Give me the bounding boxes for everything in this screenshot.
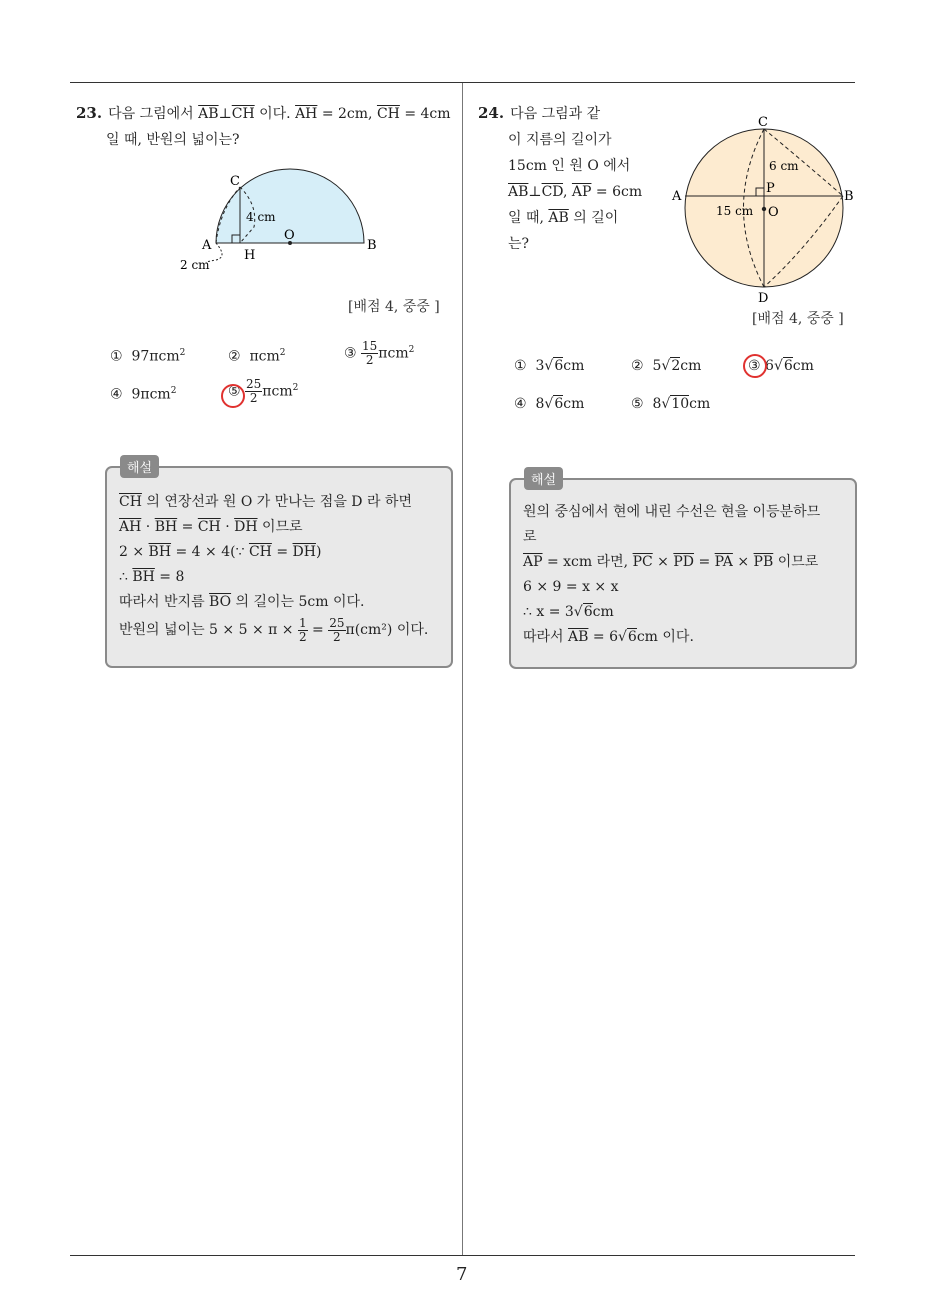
label-b: B	[844, 189, 854, 204]
solution-badge: 해설	[120, 455, 159, 478]
choice-4[interactable]: ④ 8√6cm	[514, 396, 585, 412]
text: = 4cm	[399, 106, 451, 122]
superscript: 2	[170, 386, 177, 396]
choice-number: ⑤	[228, 383, 241, 400]
text: 일 때, 반원의 넓이는?	[106, 132, 240, 148]
choice-2[interactable]	[228, 348, 286, 365]
solution-line: 6 × 9 = x × x	[523, 579, 619, 595]
problem-23-solution-box	[105, 466, 453, 668]
page-number: 7	[456, 1264, 468, 1285]
choice-2[interactable]: ② 5√2cm	[631, 358, 702, 374]
choice-4[interactable]	[110, 386, 176, 403]
solution-line: $\overline{AH} \cdot \overline{BH} = \overline{CH} \cdot \overline{DH}$ 이므로	[119, 519, 303, 535]
perp-symbol: ⊥	[218, 106, 232, 122]
text: 이 지름의 길이가	[508, 132, 612, 148]
problem-24-points: [배점 4, 중중 ]	[752, 311, 844, 327]
fraction: $\frac{25}{2}$	[246, 377, 262, 405]
segment-ch: $\overline{CH}$	[231, 106, 255, 122]
text-line-5: 일 때, $\overline{AB}$ 의 길이	[508, 210, 619, 226]
label-6cm: 6 cm	[769, 159, 799, 173]
segment-ah: $\overline{AH}$	[295, 106, 318, 122]
solution-line: $\overline{AP}$ = xcm 라면, $\overline{PC} \times \overline{PD} = \overline{PA} \times \overline{PB}$ 이므로	[523, 554, 819, 570]
text: 다음 그림에서	[108, 106, 199, 122]
problem-24-statement	[478, 100, 658, 257]
problem-23	[76, 100, 456, 153]
answer-circle-mark	[221, 384, 245, 408]
segment-ch: $\overline{CH}$	[376, 106, 400, 122]
choice-3[interactable]	[344, 340, 414, 367]
superscript: 2	[292, 382, 299, 393]
solution-line: 따라서 $\overline{AB} = 6√6cm$ 이다.	[523, 629, 694, 645]
text: 이다.	[254, 106, 296, 122]
superscript: 2	[408, 344, 415, 355]
choice-number: ②	[228, 348, 241, 365]
solution-line: ∴ x = 3√6cm	[523, 604, 614, 620]
choice-1[interactable]	[110, 348, 185, 365]
problem-23-points: [배점 4, 중중 ]	[348, 299, 440, 315]
problem-24	[478, 100, 658, 257]
superscript: 2	[279, 348, 286, 358]
choice-3[interactable]: ③ 6√6cm	[748, 358, 814, 374]
solution-line: 따라서 반지름 $\overline{BO}$ 의 길이는 5cm 이다.	[119, 594, 365, 610]
label-2cm: 2 cm	[180, 258, 210, 272]
label-o: O	[768, 205, 779, 220]
center-point	[762, 207, 766, 211]
column-divider	[462, 83, 463, 1256]
label-c: C	[758, 115, 768, 130]
label-4cm: 4 cm	[246, 210, 276, 224]
solution-line: ∴ $\overline{BH} = 8$	[119, 569, 185, 585]
label-h: H	[244, 248, 256, 263]
label-c: C	[230, 174, 240, 189]
choice-number: ③	[344, 345, 357, 362]
choice-text: πcm	[249, 348, 280, 365]
choice-text: πcm	[378, 345, 409, 362]
choice-number: ①	[110, 348, 123, 365]
solution-line: 로	[523, 529, 537, 545]
bottom-rule	[70, 1255, 855, 1256]
circle-figure	[668, 112, 858, 307]
text: = 2cm,	[317, 106, 377, 122]
solution-line: 반원의 넓이는 5 × 5 × π × $\frac{1}{2}$ = $\frac{25}{2}$ π(cm²) 이다.	[119, 615, 429, 644]
problem-24-solution-box	[509, 478, 857, 669]
problem-23-statement	[76, 100, 456, 153]
choice-number: ④	[110, 386, 123, 403]
choice-5[interactable]: ⑤ 8√10cm	[631, 396, 711, 412]
text: 15cm 인 원 O 에서	[508, 158, 631, 174]
semicircle-figure	[170, 165, 390, 275]
solution-badge: 해설	[524, 467, 563, 490]
text: 다음 그림과 같	[510, 106, 601, 122]
choice-1[interactable]: ① 3√6cm	[514, 358, 585, 374]
label-d: D	[758, 291, 769, 306]
solution-line: $2 \times \overline{BH} = 4$ × 4(∵ $\overline{CH} = \overline{DH}$)	[119, 544, 322, 560]
segment-ab: $\overline{AB}$	[198, 106, 219, 122]
problem-24-number: 24.	[478, 104, 505, 122]
superscript: 2	[179, 348, 186, 358]
label-a: A	[672, 189, 682, 204]
label-p: P	[766, 181, 775, 196]
choice-text: 9πcm	[131, 386, 171, 403]
label-o: O	[284, 228, 295, 243]
label-a: A	[202, 238, 212, 253]
solution-line: 원의 중심에서 현에 내린 수선은 현을 이등분하므	[523, 504, 821, 520]
answer-circle-mark	[743, 354, 767, 378]
fraction: $\frac{15}{2}$	[362, 339, 378, 367]
text: 는?	[508, 236, 530, 252]
choice-text: 97πcm	[131, 348, 180, 365]
text-line-4: $\overline{AB}\perp\overline{CD}$, $\overline{AP} = 6cm$	[508, 184, 643, 200]
problem-23-number: 23.	[76, 104, 103, 122]
label-15cm: 15 cm	[716, 204, 754, 218]
solution-line: $\overline{CH}$ 의 연장선과 원 O 가 만나는 점을 D 라 하면	[119, 494, 412, 510]
choice-text: πcm	[262, 383, 293, 400]
label-b: B	[367, 238, 377, 253]
